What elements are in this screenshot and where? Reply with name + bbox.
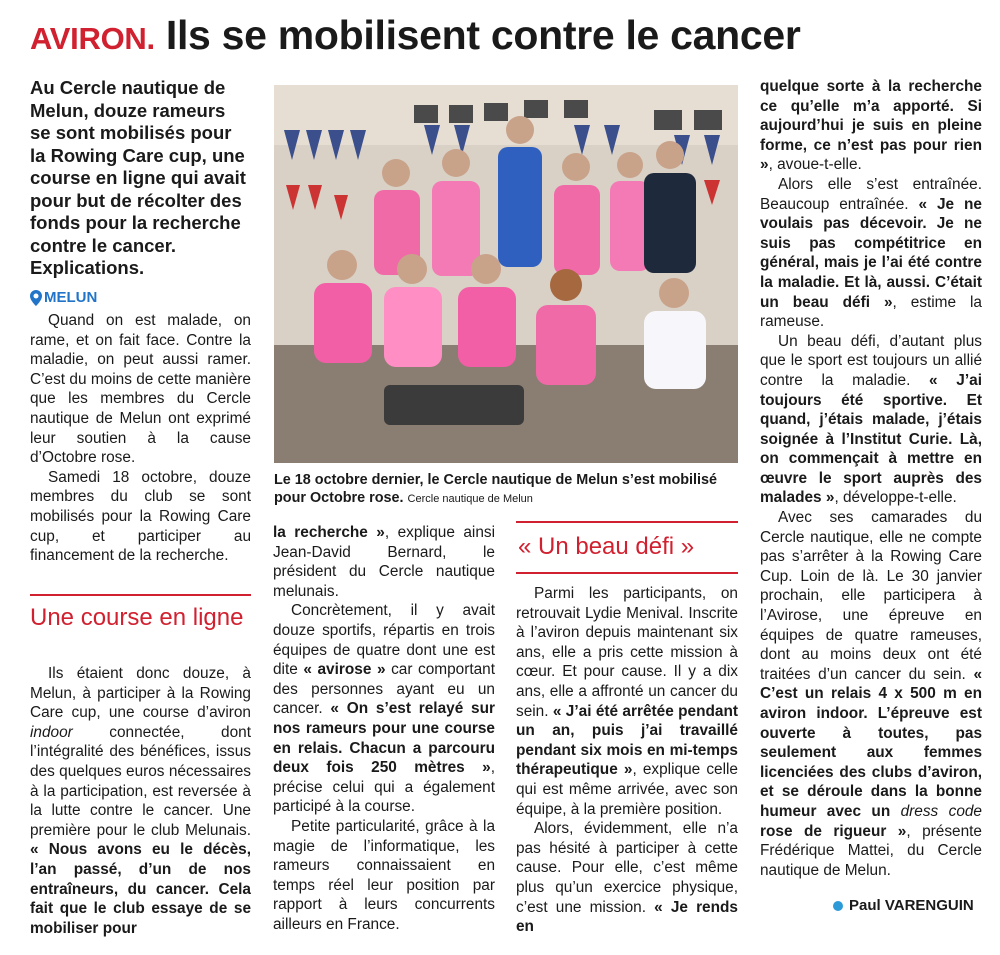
author-name: Paul VARENGUIN xyxy=(849,897,974,914)
paragraph xyxy=(760,332,982,508)
photo-caption xyxy=(274,471,738,508)
subhead-rule xyxy=(516,572,738,574)
quote: « C’est un relais 4 x 500 m en aviron indoor. L’épreuve est ouverte à toutes, pas seulement aux femmes licenciées des clubs d’aviron, et se déroule dans la bonne humeur avec un xyxy=(760,665,982,820)
text: , explique celle qui est même arrivée, avec son équipe, à la première position. xyxy=(516,761,738,818)
paragraph xyxy=(273,523,495,601)
map-pin-icon xyxy=(30,290,42,306)
paragraph: Petite particularité, grâce à la magie de l’informatique, les rameurs connaissaient en temps réel leur position par rapport à leurs concurrents ailleurs en France. xyxy=(273,817,495,933)
quote: quelque sorte à la recherche ce qu’elle m’a apporté. Si aujourd’hui je suis en pleine forme, ce n’est pas pour rien » xyxy=(760,78,982,174)
subhead-rule xyxy=(516,521,738,523)
text: , développe-t-elle. xyxy=(834,489,957,507)
quote: « Je ne voulais pas décevoir. Je ne suis pas compétitrice en général, mais je l’ai été contre la maladie. Et là, aussi. C’était un beau défi » xyxy=(760,195,982,311)
author-byline xyxy=(833,897,974,914)
quote: la recherche » xyxy=(273,524,385,541)
quote: « On s’est relayé sur nos rameurs pour une course en relais. Chacun a parcouru deux fois 250 mètres » xyxy=(273,700,495,777)
text: , estime la rameuse. xyxy=(760,293,982,331)
italic-term: indoor xyxy=(30,723,73,741)
quote: « J’ai toujours été sportive. Et quand, j’étais malade, j’étais soignée à l’Institut Curie. Là, on commençait à mettre en œuvre le sport auprès des malades » xyxy=(760,371,982,507)
text: car comportant des personnes ayant eu un cancer. xyxy=(273,661,495,718)
headline xyxy=(30,12,801,59)
text: , précise celui qui a également participé à la course. xyxy=(273,759,495,816)
text: Ils étaient donc douze, à Melun, à participer à la Rowing Care cup, une course d’aviron xyxy=(30,665,251,722)
paragraph xyxy=(760,77,982,175)
location-tag xyxy=(30,289,97,306)
quote: « Je rends en xyxy=(516,898,738,936)
column-4 xyxy=(760,77,982,880)
text: Un beau défi, d’autant plus que le sport est toujours un allié contre la maladie. xyxy=(760,332,982,389)
column-2 xyxy=(273,523,495,934)
column-3 xyxy=(516,584,738,937)
headline-kicker: AVIRON. xyxy=(30,21,155,56)
article-lead: Au Cercle nautique de Melun, douze rameurs se sont mobilisés pour la Rowing Care cup, une course en ligne qui avait pour but de récolter des fonds pour la recherche contre le cancer. Explications. xyxy=(30,77,246,278)
subhead-course: Une course en ligne xyxy=(30,604,244,631)
article-photo xyxy=(274,85,738,463)
text: Parmi les participants, on retrouvait Lydie Menival. Inscrite à l’aviron depuis maintenant six ans, elle a pris cette mission à cœur. Et pour cause. Il y a dix ans, elle a affronté un cancer du sein. xyxy=(516,585,738,720)
paragraph xyxy=(760,175,982,332)
text: Concrètement, il y avait douze sportifs, répartis en trois équipes de quatre dont une est dite xyxy=(273,602,495,679)
paragraph: Samedi 18 octobre, douze membres du club se sont mobilisés pour la Rowing Care cup, et participer au financement de la recherche. xyxy=(30,468,251,565)
text: , avoue-t-elle. xyxy=(768,156,862,174)
text: connectée, dont l’intégralité des bénéfices, issus des quelques euros nécessaires à la participation, est reversée à la lutte contre le cancer. Une première pour le club Melunais. xyxy=(30,723,251,839)
headline-title: Ils se mobilisent contre le cancer xyxy=(165,12,801,58)
subhead-defi: « Un beau défi » xyxy=(518,533,695,560)
text: Alors, évidemment, elle n’a pas hésité à participer à cette cause. Pour elle, c’est même plus qu’un exercice physique, c’est une mission. xyxy=(516,820,738,916)
italic-term: dress code xyxy=(900,802,982,820)
text: , présente Frédérique Mattei, du Cercle nautique de Melun. xyxy=(760,822,982,879)
text: Avec ses camarades du Cercle nautique, elle ne compte pas s’arrêter à la Rowing Care Cup. Loin de là. Le 30 janvier prochain, elle participera à l’Avirose, une épreuve en équipes de quatre rameuses, dont au moins deux ont été traitées d’un cancer du sein. xyxy=(760,509,982,683)
paragraph xyxy=(516,819,738,937)
caption-text: Le 18 octobre dernier, le Cercle nautique de Melun s’est mobilisé pour Octobre rose. xyxy=(274,472,718,506)
group-photo-illustration xyxy=(274,85,738,463)
bullet-dot-icon xyxy=(833,901,843,911)
term: « avirose » xyxy=(303,661,386,679)
text: , explique ainsi Jean-David Bernard, le président du Cercle nautique melunais. xyxy=(273,524,495,600)
column-1 xyxy=(30,311,251,566)
paragraph xyxy=(30,664,251,938)
paragraph: Quand on est malade, on rame, et on fait face. Contre la maladie, on peut aussi ramer. C’est du moins de cette manière que les membres du Cercle nautique de Melun ont exprimé leur soutien à la cause d’Octobre rose. xyxy=(30,312,251,467)
text: Alors elle s’est entraînée. Beaucoup entraînée. xyxy=(760,175,982,213)
quote: rose de rigueur » xyxy=(760,822,907,840)
location-label: MELUN xyxy=(44,289,98,306)
paragraph xyxy=(760,508,982,880)
quote: « J’ai été arrêtée pendant un an, puis j’ai travaillé pendant six mois en mi-temps thérapeutique » xyxy=(516,702,738,779)
paragraph xyxy=(273,601,495,817)
column-1-continued xyxy=(30,664,251,938)
subhead-rule xyxy=(30,594,251,596)
paragraph xyxy=(516,584,738,819)
quote: « Nous avons eu le décès, l’an passé, d’un de nos entraîneurs, du cancer. Cela fait que le club essaye de se mobiliser pour xyxy=(30,841,251,937)
photo-credit: Cercle nautique de Melun xyxy=(407,493,533,505)
